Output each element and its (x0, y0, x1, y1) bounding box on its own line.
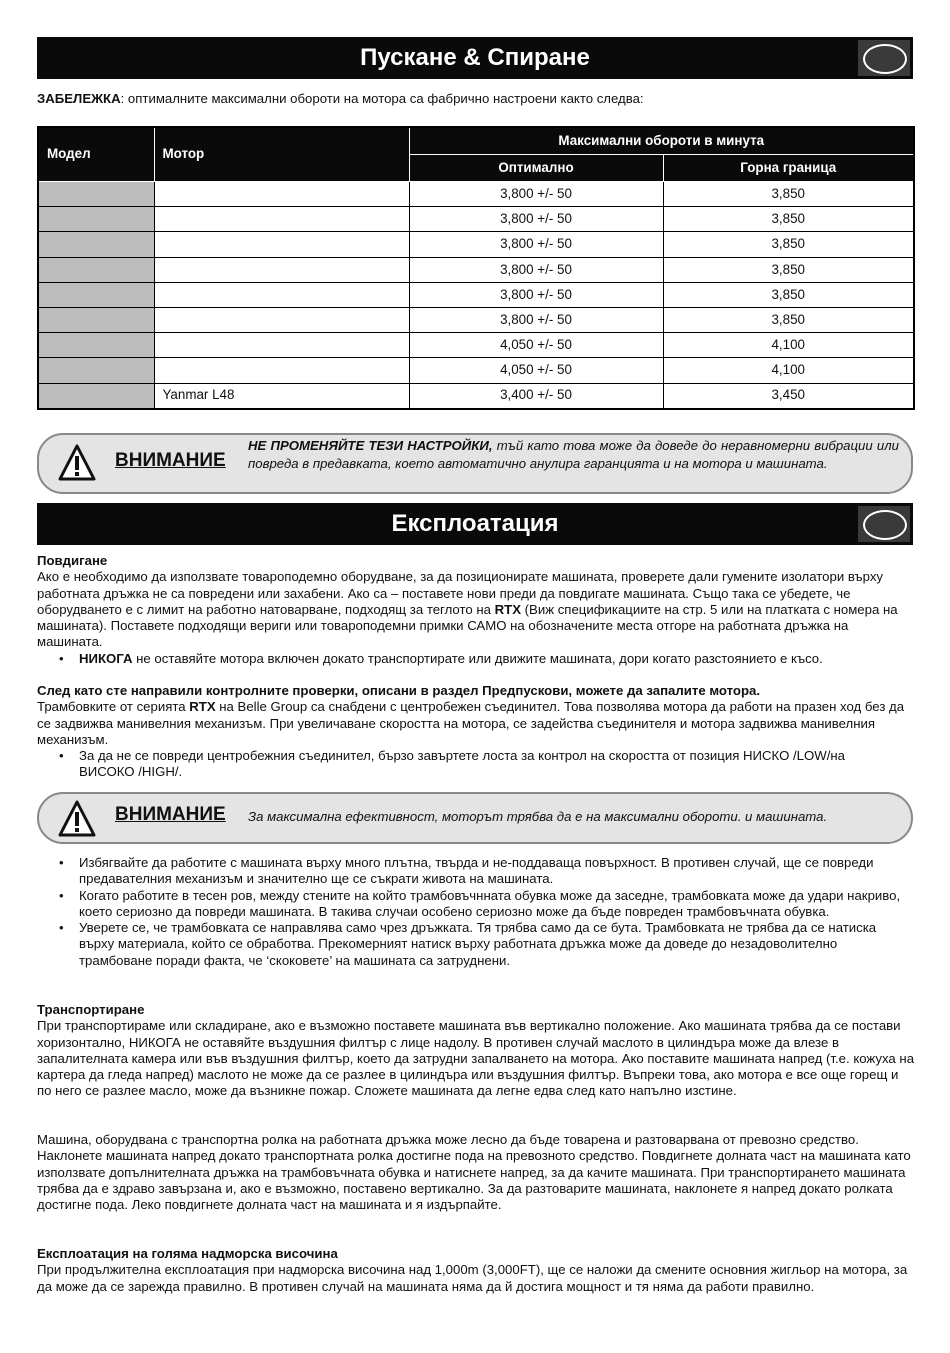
bullet-text: За да не се повреди центробежния съединител, бързо завъртете лоста за контрол на скоростта от позиция НИСКО /LOW/на ВИСОКО /HIGH/. (79, 748, 845, 780)
cell-upper: 4,100 (663, 358, 914, 383)
cell-optimal: 3,800 +/- 50 (409, 207, 663, 232)
cell-optimal: 3,800 +/- 50 (409, 282, 663, 307)
cell-motor (154, 207, 409, 232)
cell-upper: 3,850 (663, 232, 914, 257)
table-row (38, 307, 914, 332)
cell-optimal: 3,800 +/- 50 (409, 257, 663, 282)
lifting-paragraph (37, 569, 915, 650)
table-row (38, 182, 914, 207)
list-item: • Избягвайте да работите с машината върху много плътна, твърда и не-поддаваща повърхност. В противен случай, ще се повреди предавателния механизъм и значително ще се съкрати живота на машината. (37, 855, 913, 888)
cell-motor (154, 182, 409, 207)
warning-rest-text: тъй като това може да доведе до неравномерни вибрации или повреда в предавката, което автоматично анулира гаранцията и на мотора и машината. (248, 438, 899, 471)
transport-section (37, 1002, 915, 1100)
cell-upper: 4,100 (663, 333, 914, 358)
start-section (37, 683, 915, 781)
cell-model (38, 282, 154, 307)
note-label: ЗАБЕЛЕЖКА (37, 91, 121, 106)
warning-triangle-icon (57, 799, 97, 839)
cell-optimal: 4,050 +/- 50 (409, 358, 663, 383)
warning-triangle-icon (57, 443, 97, 483)
cell-model (38, 257, 154, 282)
operation-bullets (37, 855, 913, 969)
table-row (38, 383, 914, 409)
table-row (38, 207, 914, 232)
transport-paragraph-1: При транспортираме или складиране, ако е възможно поставете машината във вертикално положение. Ако машината трябва да се постави хоризонтално, НИКОГА не оставяйте въздушния филтър с лице надолу. В противен случай маслото в цилиндъра може да влезе в запалителната камера или във въздушния филтър, което да затрудни запалването на мотора. Ако поставите машината напред (т.е. кожуха на картера да гледа напред) маслото не може да се разлее в цилиндъра или въздушния филтър. Въпреки това, ако мотора е все още горещ и по него се разлее масло, може да възникне пожар. Сложете машината да легне едва след като напълно изстине. (37, 1018, 915, 1099)
section-banner-start-stop (37, 37, 913, 79)
cell-motor (154, 358, 409, 383)
start-text-1: Трамбовките от серията (37, 699, 190, 715)
cell-motor: Yanmar L48 (154, 383, 409, 409)
cell-upper: 3,450 (663, 383, 914, 409)
language-oval-icon (858, 506, 910, 542)
start-model-bold: RTX (189, 699, 216, 715)
lifting-text-2: (Виж спецификациите на стр. 5 или на платката с номера на машината). Поставете подходящи вериги или товароподемни примки САМО на обозначените места отгоре на работната дръжка на машината. (37, 601, 898, 650)
table-row (38, 257, 914, 282)
cell-upper: 3,850 (663, 282, 914, 307)
warning-box-settings (37, 433, 913, 494)
list-item (37, 748, 875, 781)
cell-motor (154, 282, 409, 307)
warning-label: ВНИМАНИЕ (115, 450, 226, 471)
cell-optimal: 4,050 +/- 50 (409, 333, 663, 358)
cell-motor (154, 232, 409, 257)
cell-optimal: 3,800 +/- 50 (409, 182, 663, 207)
cell-upper: 3,850 (663, 257, 914, 282)
list-item (37, 651, 915, 667)
start-heading: След като сте направили контролните проверки, описани в раздел Предпускови, можете да запалите мотора. (37, 683, 761, 698)
start-text-2: на Belle Group са снабдени с центробежен съединител. Това позволява мотора да работи на празен ход без да се задвижва манивелния механизъм. При увеличаване скоростта на мотора, се задейства съединителя и мотора задвижва манивелния механизъм. (37, 699, 905, 747)
cell-motor (154, 257, 409, 282)
section-banner-operation (37, 503, 913, 545)
note-text: : оптималните максимални обороти на мотора са фабрично настроени както следва: (120, 91, 644, 106)
cell-optimal: 3,800 +/- 50 (409, 232, 663, 257)
header-optimal: Оптимално (409, 155, 663, 182)
table-row (38, 358, 914, 383)
cell-motor (154, 333, 409, 358)
header-max-rpm: Максимални обороти в минута (409, 127, 914, 155)
altitude-section (37, 1246, 915, 1295)
cell-model (38, 232, 154, 257)
warning-bold-text: НЕ ПРОМЕНЯЙТЕ ТЕЗИ НАСТРОЙКИ, (248, 438, 493, 453)
language-oval-icon (858, 40, 910, 76)
list-item: • Уверете се, че трамбовката се направлява само чрез дръжката. Тя трябва само да се бута. Трамбовката не трябва да се натиска върху материала, който се обработва. Прекомерният натиск върху работната дръжка може да доведе до незадоволително трамбоване поради факта, че ‘скоковете’ на машината са затруднени. (37, 920, 913, 969)
warning-box-efficiency (37, 792, 913, 844)
cell-model (38, 307, 154, 332)
cell-model (38, 383, 154, 409)
lifting-heading: Повдигане (37, 553, 108, 568)
transport-heading: Транспортиране (37, 1002, 145, 1017)
warning-text (248, 437, 899, 473)
rpm-table (37, 126, 915, 410)
cell-upper: 3,850 (663, 307, 914, 332)
cell-model (38, 207, 154, 232)
cell-model (38, 182, 154, 207)
lifting-section (37, 553, 915, 667)
cell-motor (154, 307, 409, 332)
altitude-heading: Експлоатация на голяма надморска височина (37, 1246, 338, 1261)
cell-optimal: 3,400 +/- 50 (409, 383, 663, 409)
lifting-model-bold: RTX (494, 601, 521, 617)
cell-upper: 3,850 (663, 207, 914, 232)
start-paragraph (37, 699, 915, 748)
table-row (38, 282, 914, 307)
section-title: Пускане & Спиране (360, 44, 590, 71)
list-item: • Когато работите в тесен ров, между стените на който трамбовъчнната обувка може да заседне, трамбовката може да удари накриво, което сериозно да повреди машината. В такива случаи особено сериозно може да бъде повреден трамбовъчната обувка. (37, 888, 913, 921)
bullet-bold: НИКОГА (79, 650, 133, 666)
header-motor: Мотор (154, 127, 409, 182)
section-title: Експлоатация (391, 510, 559, 537)
bullet-text: не оставяйте мотора включен докато транспортирате или движите машината, дори когато разстоянието е късо. (132, 650, 823, 666)
note-line (37, 91, 913, 107)
cell-model (38, 358, 154, 383)
header-model: Модел (38, 127, 154, 182)
lifting-text-1: Ако е необходимо да използвате товароподемно оборудване, за да позиционирате машината, проверете дали гумените изолатори върху работната дръжка не са повредени или захабени. Ако са – поставете нови преди да повдигате машината. Също така се убедете, че оборудването е с лимит на работно натоварване, подходящ за теглото на (37, 569, 884, 617)
warning-text: За максимална ефективност, моторът трябва да е на максимални обороти. и машината. (248, 809, 828, 824)
warning-label: ВНИМАНИЕ (115, 804, 226, 825)
cell-upper: 3,850 (663, 182, 914, 207)
table-row (38, 333, 914, 358)
header-upper: Горна граница (663, 155, 914, 182)
transport-paragraph-2: Машина, оборудвана с транспортна ролка на работната дръжка може лесно да бъде товарена и разтоварвана от превозно средство. Наклонете машината напред докато транспортната ролка достигне пода на превозното средство. Повдигнете долната част на машината като използвате допълнителната дръжка на трамбовъчната обувка и натиснете напред, за да качите машината. При транспортирането машината трябва да е здраво завързана и, ако е възможно, поставено вертикално. За да разтоварите машината, наклонете я напред докато ролката достигне пода. Леко повдигнете долната част на машината и я издърпайте. (37, 1132, 911, 1213)
table-row (38, 232, 914, 257)
cell-optimal: 3,800 +/- 50 (409, 307, 663, 332)
altitude-paragraph: При продължителна експлоатация при надморска височина над 1,000m (3,000FT), ще се наложи да смените основния жигльор на мотора, за да може да се зарежда правилно. В противен случай на машината няма да й достига мощност и тя няма да работи правилно. (37, 1262, 908, 1294)
cell-model (38, 333, 154, 358)
